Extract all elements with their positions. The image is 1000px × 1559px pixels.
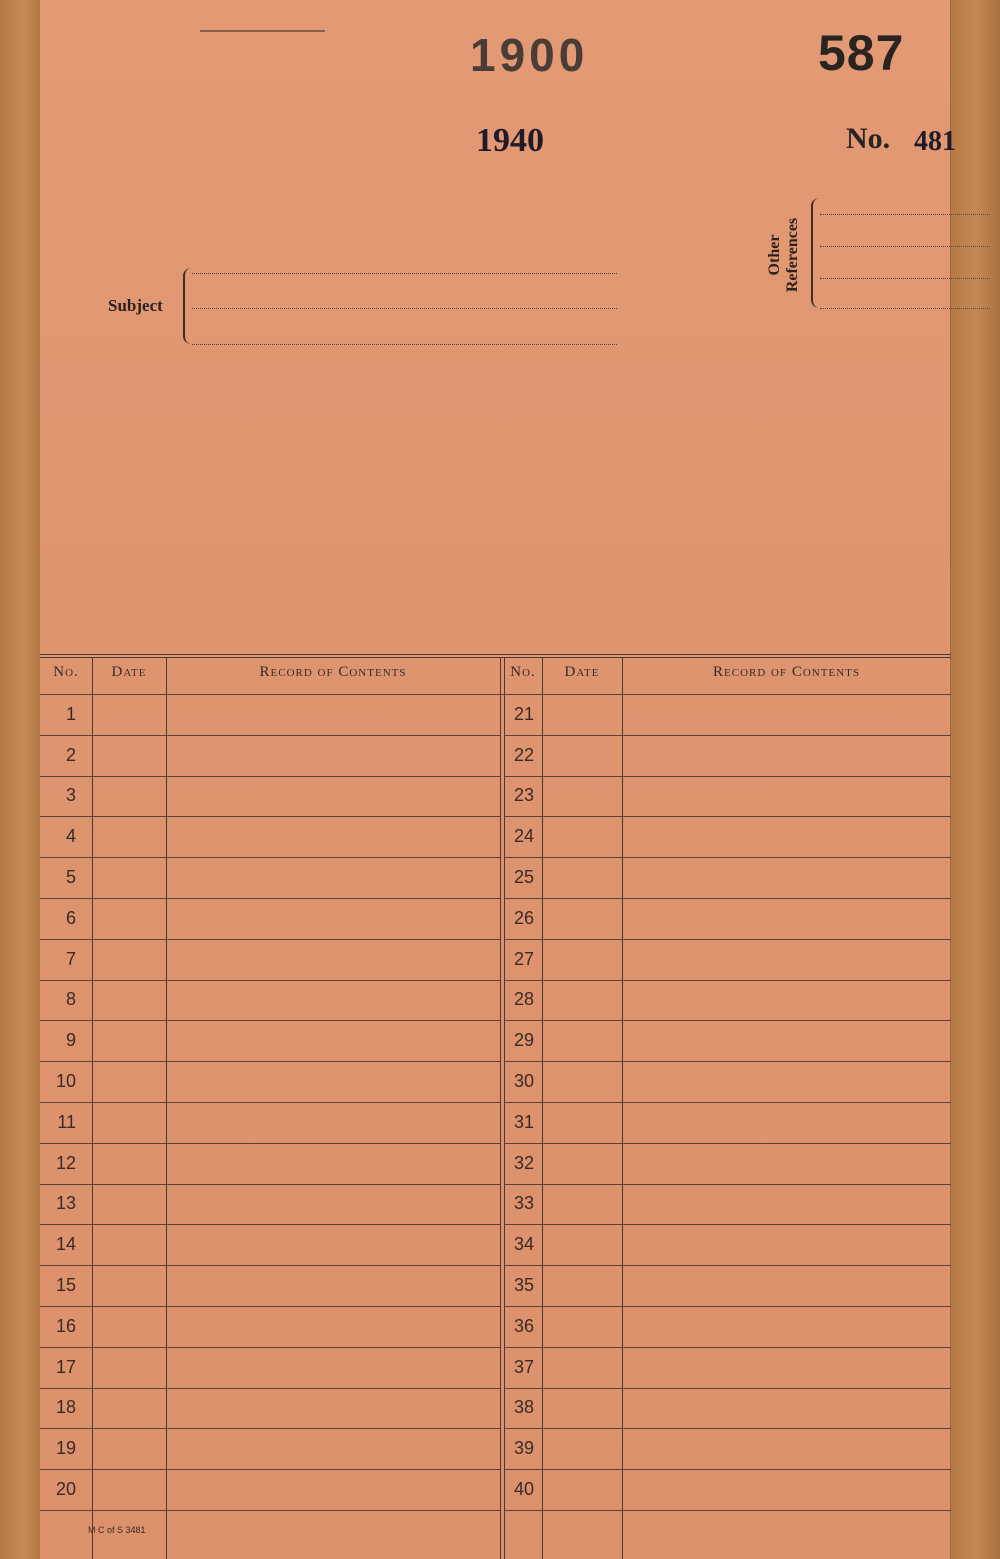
row-rule	[504, 816, 951, 817]
row-number: 32	[513, 1152, 534, 1173]
row-rule	[504, 1265, 951, 1266]
row-number: 10	[55, 1071, 76, 1091]
row-number: 6	[65, 907, 76, 928]
row-rule	[40, 1061, 500, 1062]
row-number: 2	[65, 744, 76, 765]
row-number: 37	[513, 1356, 534, 1377]
row-rule	[504, 1102, 951, 1103]
record-of-contents-table	[40, 654, 951, 1559]
file-number-stamp: 587	[818, 25, 905, 81]
row-rule	[40, 776, 500, 777]
year-overstamp: 1940	[476, 122, 544, 159]
row-number: 7	[65, 948, 76, 969]
row-rule	[40, 980, 500, 981]
row-number: 16	[55, 1315, 76, 1336]
row-rule	[504, 1143, 951, 1144]
row-number: 29	[513, 1030, 534, 1051]
row-number: 9	[65, 1030, 76, 1051]
row-number: 31	[513, 1111, 534, 1132]
header-no-left: No.	[53, 664, 79, 680]
row-number: 19	[55, 1438, 76, 1459]
row-rule	[504, 735, 951, 736]
header-record-left: Record of Contents	[259, 664, 407, 680]
row-number: 26	[513, 907, 534, 928]
left-binding-strip	[0, 0, 41, 1559]
row-rule	[504, 939, 951, 940]
header-no-right: No.	[510, 664, 536, 680]
row-rule	[40, 1265, 500, 1266]
row-rule	[40, 857, 500, 858]
reference-line[interactable]	[820, 308, 990, 309]
row-number: 12	[55, 1152, 76, 1173]
row-number: 34	[513, 1234, 534, 1255]
row-rule	[504, 898, 951, 899]
row-rule	[40, 1347, 500, 1348]
row-rule	[40, 1102, 500, 1103]
column-divider	[542, 657, 543, 1559]
row-number: 11	[57, 1111, 76, 1132]
subject-brace	[183, 268, 193, 344]
header-record-right: Record of Contents	[713, 664, 860, 680]
row-number: 24	[513, 826, 534, 847]
row-rule	[504, 1224, 951, 1225]
row-rule	[40, 1020, 500, 1021]
row-number: 18	[55, 1397, 76, 1418]
row-rule	[504, 776, 951, 777]
file-no-value: 481	[914, 126, 956, 157]
form-code: M C of S 3481	[88, 1525, 146, 1535]
subject-line[interactable]	[192, 273, 617, 274]
row-number: 20	[55, 1479, 76, 1499]
other-references-label	[766, 200, 802, 310]
row-number: 5	[65, 867, 76, 887]
row-number: 35	[513, 1275, 534, 1295]
header-date-left: Date	[111, 664, 147, 680]
row-rule	[40, 939, 500, 940]
row-number: 21	[513, 703, 534, 724]
reference-line[interactable]	[820, 246, 990, 247]
column-divider	[622, 657, 623, 1559]
row-number: 4	[65, 826, 76, 847]
reference-line[interactable]	[820, 278, 990, 279]
row-rule	[504, 1347, 951, 1348]
row-number: 39	[513, 1438, 534, 1459]
row-number: 33	[513, 1193, 534, 1214]
row-number: 36	[513, 1315, 534, 1336]
row-rule	[40, 1224, 500, 1225]
row-number: 22	[513, 744, 534, 765]
other-references-line1: Other	[766, 234, 783, 276]
row-rule	[504, 1306, 951, 1307]
row-rule	[504, 1469, 951, 1470]
row-number: 23	[513, 785, 534, 806]
table-top-rule	[40, 654, 951, 655]
row-rule	[40, 735, 500, 736]
row-rule	[40, 1469, 500, 1470]
row-number: 40	[513, 1479, 534, 1499]
column-divider	[92, 657, 93, 1559]
row-number: 30	[513, 1071, 534, 1091]
row-rule	[40, 1428, 500, 1429]
subject-line[interactable]	[192, 344, 617, 345]
no-label: No.	[846, 122, 891, 155]
row-rule	[504, 1428, 951, 1429]
top-rule	[200, 30, 325, 32]
row-number: 8	[65, 989, 76, 1010]
subject-line[interactable]	[192, 308, 617, 309]
row-number: 15	[55, 1275, 76, 1295]
row-number: 1	[65, 703, 76, 724]
row-number: 3	[65, 785, 76, 806]
subject-label: Subject	[108, 296, 163, 315]
year-stamp: 1900	[470, 29, 589, 81]
other-references-line2: References	[784, 217, 801, 293]
right-binding-strip	[950, 0, 1000, 1559]
row-rule	[504, 1184, 951, 1185]
row-number: 13	[55, 1193, 76, 1214]
row-rule	[40, 898, 500, 899]
row-rule	[40, 1388, 500, 1389]
row-rule	[504, 1061, 951, 1062]
row-number: 38	[513, 1397, 534, 1418]
row-rule	[504, 857, 951, 858]
row-rule	[40, 1510, 500, 1511]
row-rule	[504, 1020, 951, 1021]
column-divider	[166, 657, 167, 1559]
header-rule	[40, 694, 951, 695]
row-rule	[40, 1306, 500, 1307]
row-number: 17	[55, 1356, 76, 1377]
reference-line[interactable]	[820, 214, 990, 215]
row-rule	[504, 980, 951, 981]
row-number: 25	[513, 867, 534, 887]
row-rule	[40, 1143, 500, 1144]
row-rule	[504, 1510, 951, 1511]
row-rule	[40, 816, 500, 817]
row-number: 14	[55, 1234, 76, 1255]
row-rule	[504, 1388, 951, 1389]
header-date-right: Date	[564, 664, 600, 680]
row-rule	[40, 1184, 500, 1185]
row-number: 27	[513, 948, 534, 969]
row-number: 28	[513, 989, 534, 1010]
table-top-rule	[40, 657, 951, 658]
